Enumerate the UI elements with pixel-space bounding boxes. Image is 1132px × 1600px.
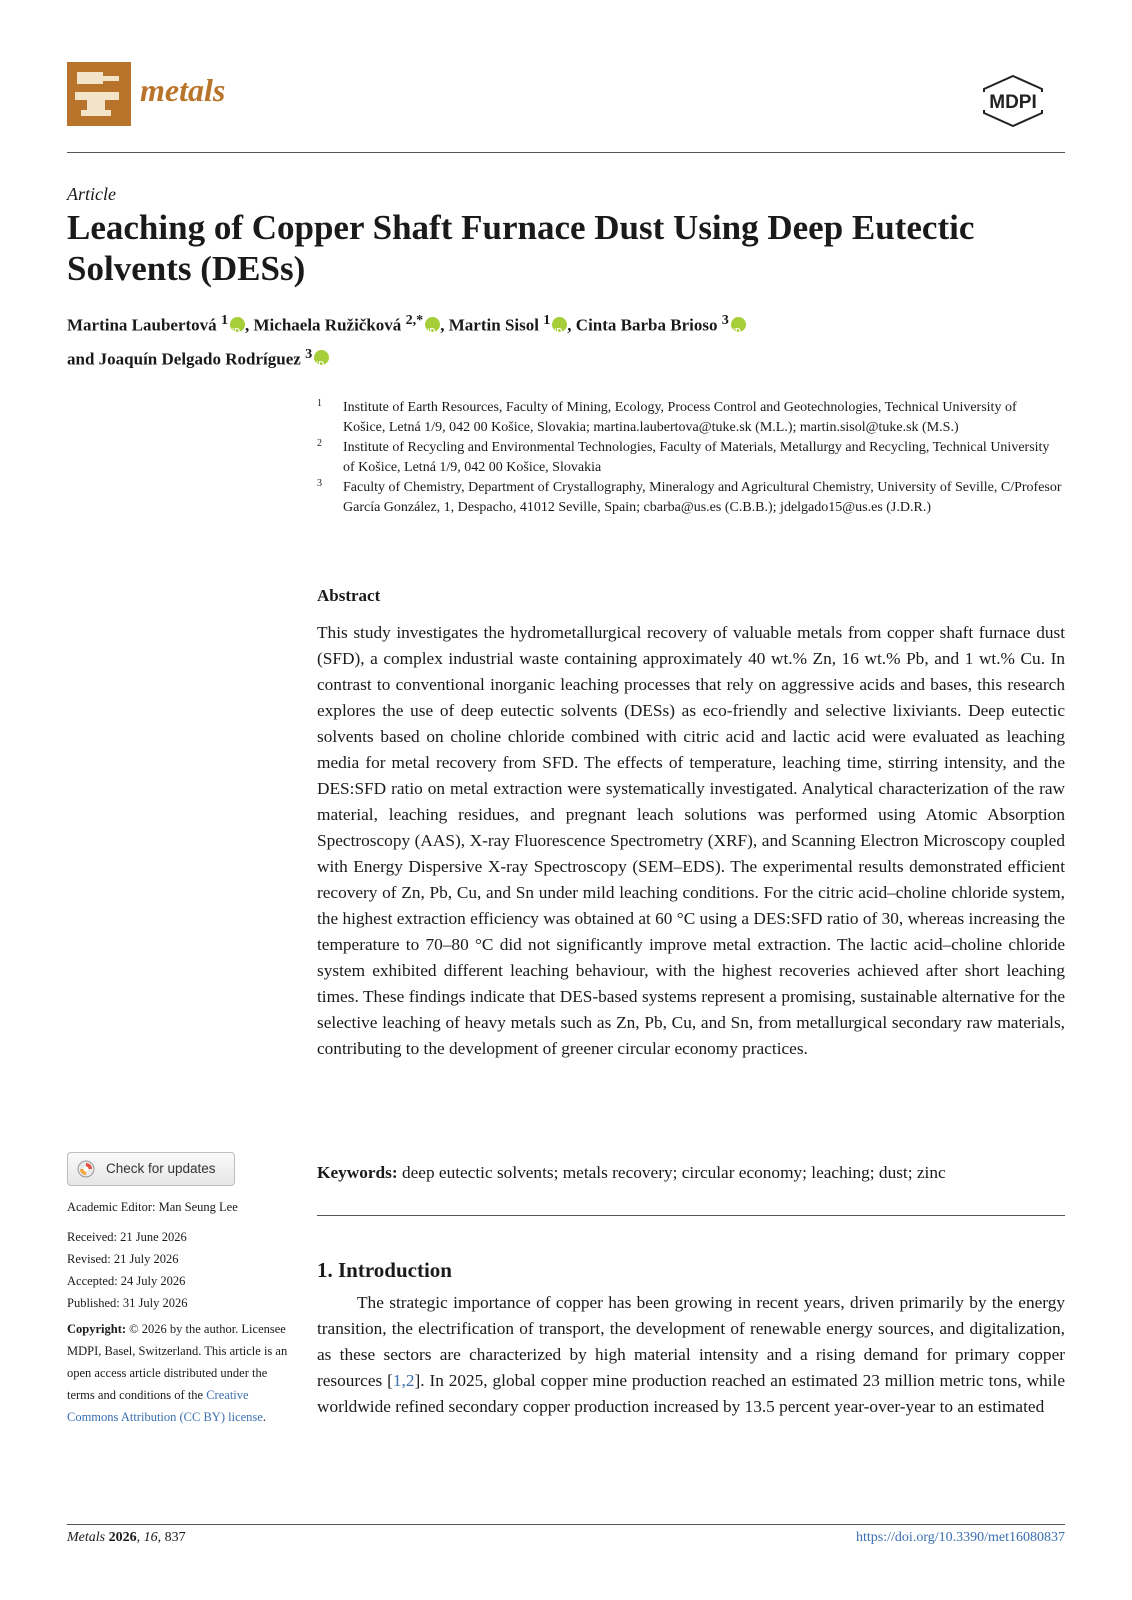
anvil-icon (67, 62, 131, 126)
footer-year: 2026 (108, 1530, 137, 1545)
keywords (317, 1160, 1065, 1186)
mdpi-logo (980, 74, 1046, 128)
check-for-updates-button[interactable] (67, 1152, 235, 1186)
affiliations (317, 398, 1062, 518)
affiliation-number: 1 (317, 398, 322, 409)
author-name: Michaela Ružičková (253, 315, 402, 335)
citation-line: Metals 2026, 16, 837 (67, 1530, 186, 1545)
publisher-name: MDPI (989, 92, 1037, 113)
doi-link[interactable]: https://doi.org/10.3390/met16080837 (856, 1530, 1065, 1545)
date-published: Published: 31 July 2026 (67, 1296, 188, 1310)
affiliation-item (317, 438, 1062, 478)
keywords-label: Keywords: (317, 1163, 398, 1182)
footer-volume: 16 (143, 1530, 158, 1545)
citation-link[interactable]: 1,2 (392, 1371, 415, 1390)
orcid-icon[interactable] (552, 317, 567, 332)
copyright-notice (67, 1318, 297, 1428)
academic-editor: Academic Editor: Man Seung Lee (67, 1200, 238, 1214)
abstract-heading: Abstract (317, 586, 381, 605)
date-accepted: Accepted: 24 July 2026 (67, 1274, 186, 1288)
intro-text-part: ]. In 2025, global copper mine production reached an estimated 23 million metric tons, while worldwide refined secondary copper production increased by 13.5 percent year-over-year to an estimated (317, 1371, 1065, 1416)
affiliation-number: 3 (317, 478, 322, 489)
affiliation-item (317, 478, 1062, 518)
publication-dates (67, 1226, 297, 1314)
introduction-text (317, 1290, 1065, 1420)
article-title: Leaching of Copper Shaft Furnace Dust Using Deep Eutectic Solvents (DESs) (67, 208, 975, 288)
affiliation-text: Institute of Earth Resources, Faculty of Mining, Ecology, Process Control and Geotechnologies, Technical University of Košice, Letná 1/9, 042 00 Košice, Slovakia; martina.laubertova@tuke.sk (M.L.); martin.sisol@tuke.sk (M.S.) (343, 400, 1017, 435)
keywords-rule (317, 1215, 1065, 1216)
copyright-label: Copyright: (67, 1322, 127, 1336)
check-updates-icon (77, 1160, 95, 1178)
copyright-text: © 2026 by the author. Licensee MDPI, Basel, Switzerland. This article is an open access article distributed under the terms and conditions of the (67, 1322, 288, 1402)
author-affil-sup: 1 (543, 312, 551, 328)
footer-journal: Metals (67, 1530, 106, 1545)
journal-name: metals (140, 72, 226, 108)
author-affil-sup: 1 (220, 312, 229, 328)
affiliation-text: Institute of Recycling and Environmental Technologies, Faculty of Materials, Metallurgy and Recycling, Technical University of Košice, Letná 1/9, 042 00 Košice, Slovakia (343, 440, 1050, 475)
date-revised: Revised: 21 July 2026 (67, 1252, 179, 1266)
orcid-icon[interactable] (230, 317, 245, 332)
author-list: Martina Laubertová $^1$iD , Michaela Ružičková $^{2,*}$iD , Martin Sisol $^1$iD , Cinta Barba Brioso $^3$iD and Joaquín Delgado Rodríguez $^3$iD (67, 306, 1057, 373)
affiliation-text: Faculty of Chemistry, Department of Crystallography, Mineralogy and Agricultural Chemistry, University of Seville, C/Profesor García González, 1, Despacho, 41012 Seville, Spain; cbarba@us.es (C.B.B.); jdelgado15@us.es (J.D.R.) (343, 480, 1062, 515)
author-affil-sup: 2,* (405, 312, 424, 328)
author-name: Martin Sisol (448, 315, 539, 335)
header-rule (67, 152, 1065, 153)
license-link[interactable]: Creative Commons Attribution (CC BY) license (67, 1388, 263, 1424)
keywords-text: deep eutectic solvents; metals recovery; circular economy; leaching; dust; zinc (401, 1163, 946, 1182)
author-affil-sup: 3 (721, 312, 729, 328)
orcid-icon[interactable] (731, 317, 746, 332)
journal-logo (67, 62, 131, 126)
copyright-end: . (262, 1410, 266, 1424)
author-name: Cinta Barba Brioso (575, 315, 718, 335)
author-affil-sup: 3 (305, 345, 313, 362)
affiliation-number: 2 (317, 438, 322, 449)
affiliation-item (317, 398, 1062, 438)
footer-article: 837 (164, 1530, 186, 1545)
footer-rule (67, 1524, 1065, 1525)
orcid-icon[interactable] (314, 350, 329, 365)
author-name: Joaquín Delgado Rodríguez (98, 349, 301, 369)
author-name: Martina Laubertová (67, 315, 217, 335)
orcid-icon[interactable] (425, 317, 440, 332)
article-type: Article (67, 184, 116, 204)
section-heading-introduction: 1. Introduction (317, 1258, 452, 1282)
abstract-text: This study investigates the hydrometallurgical recovery of valuable metals from copper shaft furnace dust (SFD), a complex industrial waste containing approximately 40 wt.% Zn, 16 wt.% Pb, and 1 wt.% Cu. In contrast to conventional inorganic leaching processes that rely on aggressive acids and bases, this research explores the use of deep eutectic solvents (DESs) as eco-friendly and selective lixiviants. Deep eutectic solvents based on choline chloride combined with citric acid and lactic acid were evaluated as leaching media for metal recovery from SFD. The effects of temperature, leaching time, stirring intensity, and the DES:SFD ratio on metal extraction were systematically investigated. Analytical characterization of the raw material, leaching residues, and pregnant leach solutions was performed using Atomic Absorption Spectroscopy (AAS), X-ray Fluorescence Spectrometry (XRF), and Scanning Electron Microscopy coupled with Energy Dispersive X-ray Spectroscopy (SEM–EDS). The experimental results demonstrated efficient recovery of Zn, Pb, Cu, and Sn under mild leaching conditions. For the citric acid–choline chloride system, the highest extraction efficiency was obtained at 60 °C using a DES:SFD ratio of 30, whereas increasing the temperature to 70–80 °C did not significantly improve metal extraction. The lactic acid–choline chloride system exhibited different leaching behaviour, with the highest recoveries achieved after short leaching times. These findings indicate that DES-based systems represent a promising, sustainable alternative for the selective leaching of heavy metals such as Zn, Pb, Cu, and Sn, from metallurgical secondary raw materials, contributing to the development of greener circular economy practices. (317, 623, 1065, 1058)
date-received: Received: 21 June 2026 (67, 1230, 187, 1244)
intro-text-part: The strategic importance of copper has been growing in recent years, driven primarily by the energy transition, the electrification of transport, the development of renewable energy sources, and digitalization, as these sectors are characterized by high material intensity and a rising demand for primary copper resources [ (317, 1293, 1065, 1390)
check-updates-label: Check for updates (106, 1161, 216, 1176)
